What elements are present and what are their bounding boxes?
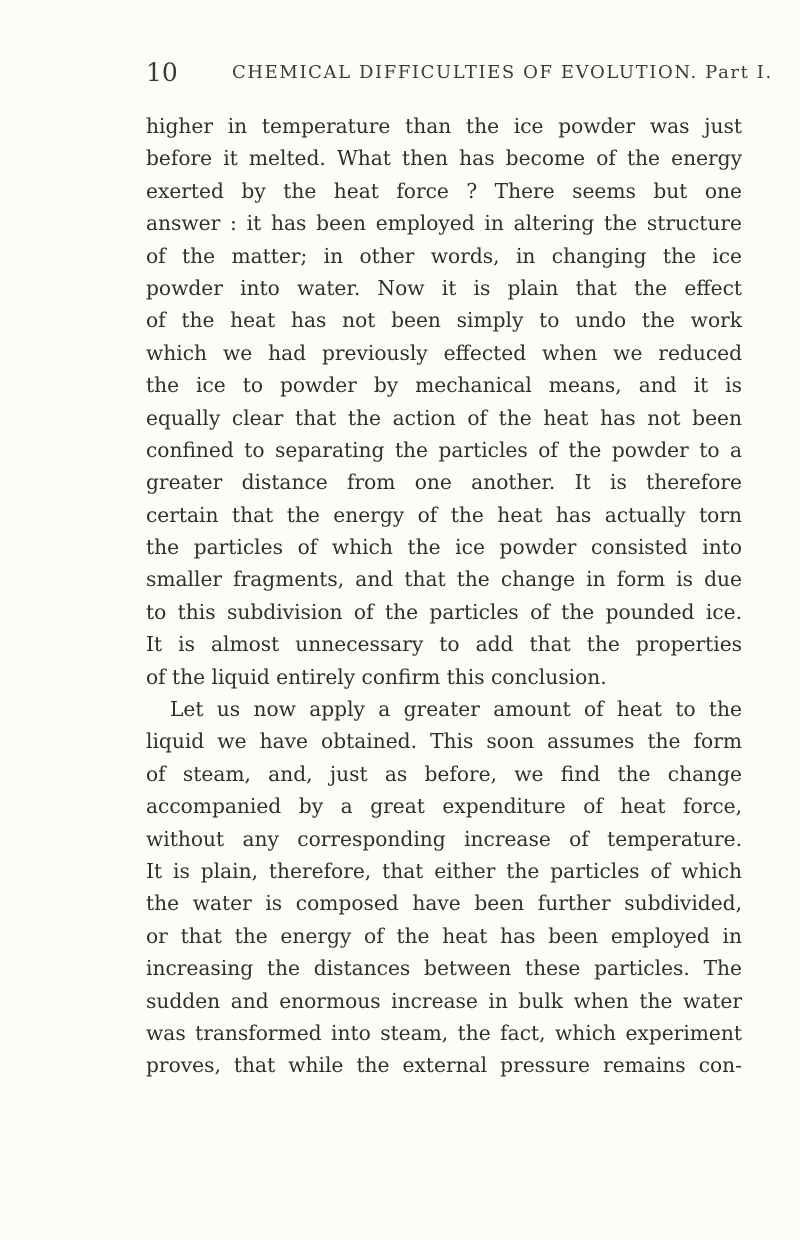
text-line: of the matter; in other words, in changing the ice [146, 243, 742, 268]
text-line: higher in temperature than the ice powder was just [146, 114, 742, 138]
text-line: smaller fragments, and that the change in form is due [146, 567, 742, 592]
text-line: of the liquid entirely confirm this conclusion. [146, 664, 607, 689]
text-line: increasing the distances between these particles. The [146, 956, 742, 981]
text-line: of steam, and, just as before, we find the change [146, 761, 742, 786]
text-line: without any corresponding increase of temperature. [146, 826, 742, 851]
text-line: answer : it has been employed in altering the structure [146, 211, 742, 236]
text-line: to this subdivision of the particles of the pounded ice. [146, 599, 742, 624]
running-head: CHEMICAL DIFFICULTIES OF EVOLUTION. Part I. [232, 62, 773, 83]
text-line: powder into water. Now it is plain that the effect [146, 275, 742, 300]
text-line: greater distance from one another. It is therefore [146, 470, 742, 495]
text-line: confined to separating the particles of the powder to a [146, 437, 742, 462]
text-line: the ice to powder by mechanical means, and it is [146, 373, 742, 398]
text-line: or that the energy of the heat has been employed in [146, 923, 742, 948]
text-line: the water is composed have been further subdivided, [146, 891, 742, 916]
text-line: equally clear that the action of the heat has not been [146, 405, 742, 430]
text-line: sudden and enormous increase in bulk when the water [146, 988, 742, 1013]
text-line: certain that the energy of the heat has actually torn [146, 502, 742, 527]
body-text [146, 110, 742, 1082]
text-line: liquid we have obtained. This soon assumes the form [146, 729, 742, 754]
page-header [146, 58, 773, 88]
text-line: before it melted. What then has become of the energy [146, 146, 742, 171]
page-number: 10 [146, 58, 178, 87]
text-line: accompanied by a great expenditure of heat force, [146, 794, 742, 819]
paragraph-1 [146, 110, 742, 693]
text-line: the particles of which the ice powder consisted into [146, 535, 742, 560]
text-line: proves, that while the external pressure remains con- [146, 1053, 742, 1078]
text-line: was transformed into steam, the fact, which experiment [146, 1020, 742, 1045]
paragraph-2 [146, 693, 742, 1082]
text-line: It is plain, therefore, that either the particles of which [146, 858, 742, 883]
text-line: which we had previously effected when we reduced [146, 340, 742, 365]
text-line: Let us now apply a greater amount of heat to the [170, 697, 742, 722]
text-line: It is almost unnecessary to add that the properties [146, 632, 742, 657]
text-line: exerted by the heat force ? There seems but one [146, 178, 742, 203]
text-line: of the heat has not been simply to undo the work [146, 308, 742, 333]
